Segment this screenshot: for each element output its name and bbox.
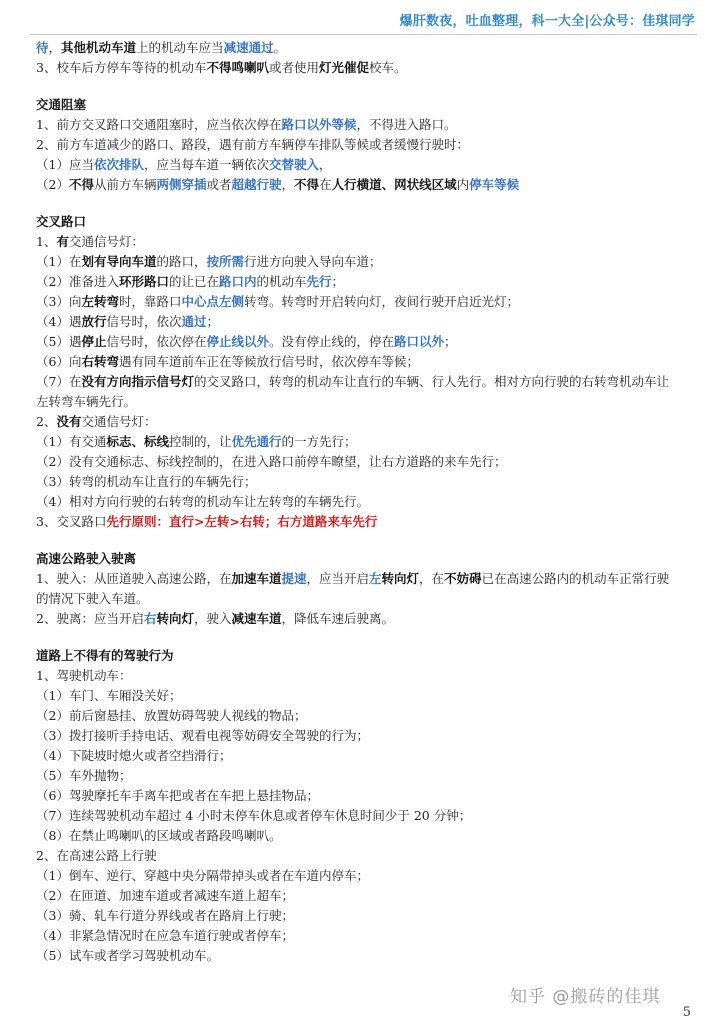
text-line <box>36 272 696 292</box>
text-segment: 2、驶离：应当开启 <box>36 611 144 626</box>
text-segment: （4）非紧急情况时在应急车道行驶或者停车； <box>36 928 294 943</box>
text-segment: （5）遇 <box>36 334 82 349</box>
text-segment: 。 <box>273 40 287 55</box>
text-segment: 1、驶入：从匝道驶入高速公路，在 <box>36 571 232 586</box>
emphasis-text: 不得鸣喇叭 <box>206 60 269 75</box>
text-segment: 或者 <box>206 177 232 192</box>
emphasis-text: 不妨碍 <box>444 571 482 586</box>
text-line <box>36 826 696 846</box>
text-segment: （3）骑、轧车行道分界线或者在路肩上行驶； <box>36 908 294 923</box>
emphasis-text: 左 <box>369 571 382 586</box>
section-heading <box>36 646 696 666</box>
text-line <box>36 512 696 532</box>
text-segment: 行进方向驶入导向车道； <box>244 254 382 269</box>
emphasis-text: 按所需 <box>206 254 244 269</box>
emphasis-text: 转向灯 <box>156 611 194 626</box>
emphasis-text: 灯光催促 <box>319 60 370 75</box>
text-line <box>36 686 696 706</box>
text-segment: （1）倒车、逆行、穿越中央分隔带掉头或者在车道内停车； <box>36 868 369 883</box>
text-segment: 内 <box>456 177 470 192</box>
text-line <box>36 58 696 78</box>
text-segment: 2、前方车道减少的路口、路段，遇有前方车辆停车排队等候或者缓慢行驶时： <box>36 137 469 152</box>
section-gap <box>36 629 696 646</box>
emphasis-text: 环形路口 <box>118 274 169 289</box>
text-segment: 交通阻塞 <box>36 97 87 112</box>
emphasis-text: 中心点左侧 <box>181 294 244 309</box>
text-line <box>36 352 696 372</box>
emphasis-text: 右 <box>143 611 157 626</box>
section-heading <box>36 212 696 232</box>
text-segment: ，驶入 <box>194 611 232 626</box>
text-segment: 或者使用 <box>268 60 319 75</box>
text-segment: ，应当每车道一辆依次 <box>143 157 269 172</box>
text-segment: （5）车外抛物； <box>36 768 132 783</box>
emphasis-text: 标志、标线 <box>106 434 169 449</box>
text-line <box>36 252 696 272</box>
text-line <box>36 115 696 135</box>
text-segment: 的一方先行； <box>281 434 357 449</box>
zhihu-watermark: 知乎 @搬砖的佳琪 <box>510 987 661 1007</box>
text-line <box>36 175 696 195</box>
text-segment: （6）向 <box>36 354 82 369</box>
emphasis-text: 右转弯 <box>81 354 119 369</box>
text-segment: ， <box>281 177 295 192</box>
emphasis-text: 依次排队 <box>93 157 144 172</box>
text-segment: ， <box>319 157 332 172</box>
emphasis-text: 路口以外等候 <box>281 117 357 132</box>
text-segment: 的情况下驶入车道。 <box>36 591 149 606</box>
text-segment: 。没有停止线的，停在 <box>269 334 395 349</box>
text-segment: （4）遇 <box>36 314 82 329</box>
text-segment: 上的机动车应当 <box>136 40 224 55</box>
section-heading <box>36 549 696 569</box>
text-line <box>36 452 696 472</box>
emphasis-text: 减速通过 <box>223 40 274 55</box>
text-segment: ； <box>444 334 457 349</box>
text-segment: 2、在高速公路上行驶 <box>36 848 157 863</box>
text-segment: （4）下陡坡时熄火或者空挡滑行； <box>36 748 232 763</box>
text-segment: （3）拨打接听手持电话、观看电视等妨碍安全驾驶的行为； <box>36 728 369 743</box>
text-segment: （6）驾驶摩托车手离车把或者在车把上悬挂物品； <box>36 788 319 803</box>
text-segment: ， <box>48 40 62 55</box>
text-segment: 1、前方交叉路口交通阻塞时，应当依次停在 <box>36 117 282 132</box>
text-segment: 道路上不得有的驾驶行为 <box>36 648 174 663</box>
text-segment: 从前方车辆 <box>93 177 157 192</box>
text-line <box>36 706 696 726</box>
emphasis-text: 超越行驶 <box>231 177 282 192</box>
page-number: 5 <box>682 1005 691 1020</box>
emphasis-text: 停止线以外 <box>206 334 269 349</box>
text-line <box>36 726 696 746</box>
emphasis-text: 不得 <box>294 177 320 192</box>
text-segment: 校车。 <box>369 60 407 75</box>
text-segment: 信号时，依次 <box>106 314 182 329</box>
text-line <box>36 472 696 492</box>
emphasis-text: 放行 <box>81 314 107 329</box>
emphasis-text: 交替驶入 <box>268 157 319 172</box>
text-segment: （2）前后窗悬挂、放置妨碍驾驶人视线的物品； <box>36 708 307 723</box>
text-segment: ，在 <box>419 571 445 586</box>
text-segment: （8）在禁止鸣喇叭的区域或者路段鸣喇叭。 <box>36 828 282 843</box>
emphasis-text: 先行原则：直行>左转>右转；右方道路来车先行 <box>106 514 378 529</box>
text-segment: （3）转弯的机动车让直行的车辆先行； <box>36 474 257 489</box>
document-body <box>36 38 696 966</box>
text-segment: 的让已在 <box>168 274 219 289</box>
text-segment: （3）向 <box>36 294 82 309</box>
emphasis-text: 其他机动车道 <box>61 40 137 55</box>
emphasis-text: 两侧穿插 <box>156 177 207 192</box>
text-line <box>36 806 696 826</box>
text-line <box>36 38 696 58</box>
text-line <box>36 312 696 332</box>
text-line <box>36 292 696 312</box>
emphasis-text: 加速车道 <box>231 571 282 586</box>
text-segment: 1、 <box>36 234 57 249</box>
text-segment: 已在高速公路内的机动车正常行驶 <box>481 571 670 586</box>
text-segment: （7）在 <box>36 374 82 389</box>
text-segment: 3、校车后方停车等待的机动车 <box>36 60 207 75</box>
emphasis-text: 待 <box>36 40 49 55</box>
emphasis-text: 先行 <box>306 274 332 289</box>
emphasis-text: 左转弯 <box>81 294 119 309</box>
text-line <box>36 372 696 392</box>
text-line <box>36 412 696 432</box>
section-gap <box>36 532 696 549</box>
emphasis-text: 减速车道 <box>231 611 282 626</box>
text-line <box>36 609 696 629</box>
section-gap <box>36 78 696 95</box>
emphasis-text: 转向灯 <box>381 571 420 586</box>
emphasis-text: 没有方向指示信号灯 <box>81 374 194 389</box>
text-segment: 左转弯车辆先行。 <box>36 394 137 409</box>
text-segment: （2）准备进入 <box>36 274 119 289</box>
text-line <box>36 135 696 155</box>
emphasis-text: 路口以外 <box>394 334 445 349</box>
text-line <box>36 946 696 966</box>
text-line <box>36 155 696 175</box>
text-segment: ，降低车速后驶离。 <box>281 611 395 626</box>
emphasis-text: 人行横道、网状线区域 <box>331 177 457 192</box>
text-segment: ； <box>206 314 220 329</box>
text-segment: ，应当开启 <box>306 571 370 586</box>
text-line <box>36 866 696 886</box>
text-segment: （7）连续驾驶机动车超过 4 小时未停车休息或者停车休息时间少于 20 分钟； <box>36 808 472 823</box>
text-segment: 的交叉路口，转弯的机动车让直行的车辆、行人先行。相对方向行驶的右转弯机动车让 <box>193 374 669 389</box>
text-segment: （2） <box>36 177 69 192</box>
text-line <box>36 926 696 946</box>
text-line <box>36 906 696 926</box>
text-segment: ； <box>331 274 345 289</box>
text-line <box>36 886 696 906</box>
section-heading <box>36 95 696 115</box>
section-gap <box>36 195 696 212</box>
emphasis-text: 停止 <box>81 334 107 349</box>
header-divider <box>30 34 697 35</box>
text-line <box>36 232 696 252</box>
emphasis-text: 路口内 <box>219 274 257 289</box>
text-segment: 高速公路驶入驶离 <box>36 551 137 566</box>
text-line <box>36 589 696 609</box>
text-segment: 3、交叉路口 <box>36 514 107 529</box>
text-segment: 在 <box>319 177 332 192</box>
text-segment: 的路口， <box>156 254 207 269</box>
text-segment: 控制的，让 <box>168 434 232 449</box>
text-segment: （5）试车或者学习驾驶机动车。 <box>36 948 219 963</box>
text-line <box>36 766 696 786</box>
emphasis-text: 通过 <box>181 314 207 329</box>
text-segment: 遇有同车道前车正在等候放行信号时，依次停车等候； <box>118 354 419 369</box>
text-segment: 转弯。转弯时开启转向灯，夜间行驶开启近光灯； <box>244 294 520 309</box>
text-line <box>36 786 696 806</box>
emphasis-text: 优先通行 <box>231 434 282 449</box>
emphasis-text: 没有 <box>56 414 82 429</box>
text-segment: 交通信号灯： <box>81 414 157 429</box>
text-segment: ，不得进入路口。 <box>356 117 457 132</box>
text-segment: 的机动车 <box>256 274 307 289</box>
text-segment: （1）车门、车厢没关好； <box>36 688 182 703</box>
text-line <box>36 746 696 766</box>
emphasis-text: 有 <box>56 234 69 249</box>
text-segment: （1）有交通 <box>36 434 107 449</box>
page-header: 爆肝数夜，吐血整理，科一大全|公众号：佳琪同学 <box>399 14 695 29</box>
text-line <box>36 846 696 866</box>
text-segment: （2）没有交通标志、标线控制的，在进入路口前停车瞭望，让右方道路的来车先行； <box>36 454 507 469</box>
text-line <box>36 332 696 352</box>
text-segment: 交叉路口 <box>36 214 87 229</box>
text-line <box>36 569 696 589</box>
text-segment: 信号时，依次停在 <box>106 334 207 349</box>
emphasis-text: 停车等候 <box>469 177 520 192</box>
text-line <box>36 432 696 452</box>
text-segment: 2、 <box>36 414 57 429</box>
emphasis-text: 划有导向车道 <box>81 254 157 269</box>
text-segment: 1、驾驶机动车： <box>36 668 132 683</box>
text-segment: （1）应当 <box>36 157 94 172</box>
text-segment: （1）在 <box>36 254 82 269</box>
text-line <box>36 492 696 512</box>
text-line <box>36 392 696 412</box>
text-segment: （4）相对方向行驶的右转弯的机动车让左转弯的车辆先行。 <box>36 494 369 509</box>
text-segment: 交通信号灯： <box>68 234 144 249</box>
emphasis-text: 不得 <box>68 177 94 192</box>
emphasis-text: 提速 <box>281 571 307 586</box>
text-line <box>36 666 696 686</box>
text-segment: （2）在匝道、加速车道或者减速车道上超车； <box>36 888 294 903</box>
text-segment: 时，靠路口 <box>118 294 182 309</box>
